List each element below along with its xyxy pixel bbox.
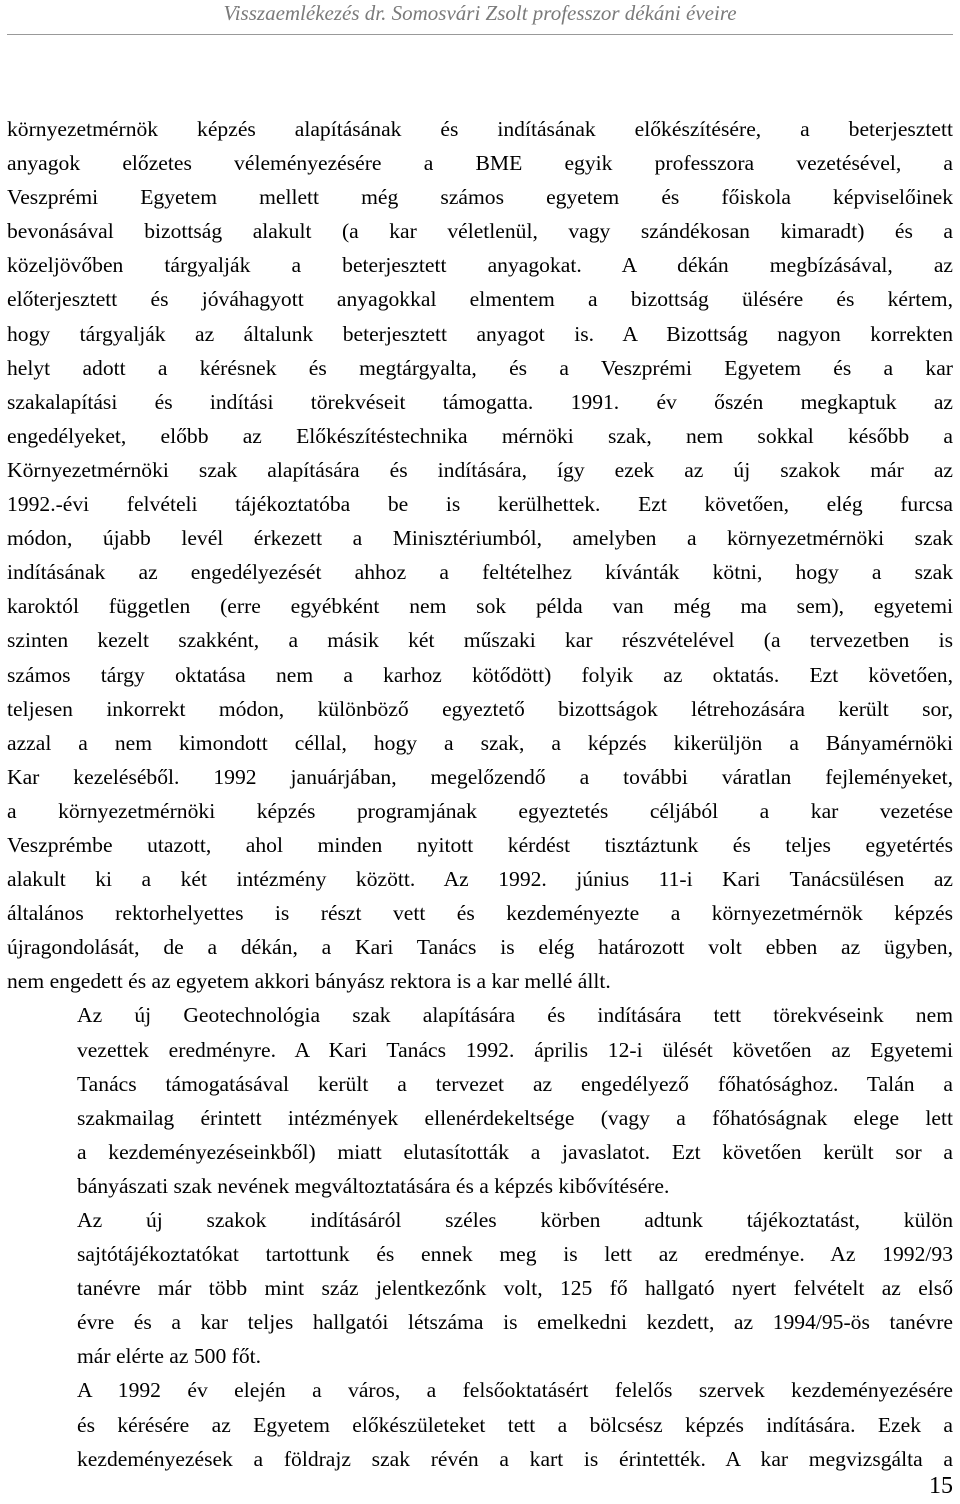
text-line: évre és a kar teljes hallgatói létszáma is emelkedni kezdett, az 1994/95-ös tanévre: [77, 1310, 953, 1335]
text-line: és kérésére az Egyetem előkészületeket tett a bölcsész képzés indítására. Ezek a: [77, 1412, 953, 1437]
text-line: szakmailag érintett intézmények ellenérdekeltsége (vagy a főhatóságnak elege lett: [77, 1105, 953, 1130]
header-divider: [7, 34, 953, 35]
paragraph-3: [7, 1203, 953, 1373]
text-line: alakult ki a két intézmény között. Az 1992. június 11-i Kari Tanácsülésen az: [7, 867, 953, 892]
text-line: a környezetmérnöki képzés programjának egyeztetés céljából a kar vezetése: [7, 798, 953, 823]
text-line: általános rektorhelyettes is részt vett és kezdeményezte a környezetmérnök képzés: [7, 901, 953, 926]
text-line: Környezetmérnöki szak alapítására és indítására, így ezek az új szakok már az: [7, 457, 953, 482]
text-line: már elérte az 500 főt.: [77, 1344, 262, 1369]
text-line: módon, újabb levél érkezett a Minisztériumból, amelyben a környezetmérnöki szak: [7, 526, 953, 551]
page-number: 15: [929, 1473, 953, 1499]
paragraph-4: [7, 1373, 953, 1475]
text-line: Az új Geotechnológia szak alapítására és indítására tett törekvéseink nem: [77, 1003, 953, 1028]
text-line: anyagok előzetes véleményezésére a BME egyik professzora vezetésével, a: [7, 151, 953, 176]
text-line: 1992.-évi felvételi tájékoztatóba be is kerülhettek. Ezt követően, elég furcsa: [7, 492, 953, 517]
text-line: azzal a nem kimondott céllal, hogy a szak, a képzés kikerüljön a Bányamérnöki: [7, 730, 953, 755]
text-line: engedélyeket, előbb az Előkészítéstechnika mérnöki szak, nem sokkal később a: [7, 423, 953, 448]
text-line: kezdeményezések a földrajz szak révén a kart is érintették. A kar megvizsgálta a: [77, 1446, 953, 1471]
text-line: karoktól független (erre egyébként nem sok példa van még ma sem), egyetemi: [7, 594, 953, 619]
body-text: [7, 112, 953, 1476]
text-line: környezetmérnök képzés alapításának és indításának előkészítésére, a beterjesztett: [7, 117, 953, 141]
text-line: Tanács támogatásával került a tervezet az engedélyező főhatósághoz. Talán a: [77, 1071, 953, 1096]
text-line: számos tárgy oktatása nem a karhoz kötődött) folyik az oktatás. Ezt követően,: [7, 662, 953, 687]
text-line: Az új szakok indításáról széles körben adtunk tájékoztatást, külön: [77, 1208, 953, 1232]
text-line: közeljövőben tárgyalják a beterjesztett anyagokat. A dékán megbízásával, az: [7, 253, 953, 278]
text-line: bevonásával bizottság alakult (a kar véletlenül, vagy szándékosan kimaradt) és a: [7, 219, 953, 244]
text-line: Veszprémi Egyetem mellett még számos egyetem és főiskola képviselőinek: [7, 185, 953, 210]
text-line: sajtótájékoztatókat tartottunk és ennek meg is lett az eredménye. Az 1992/93: [77, 1242, 953, 1267]
text-line: szinten kezelt szakként, a másik két műszaki kar részvételével (a tervezetben is: [7, 628, 953, 653]
text-line: tanévre már több mint száz jelentkezőnk volt, 125 fő hallgató nyert felvételt az első: [77, 1276, 953, 1301]
text-line: előterjesztett és jóváhagyott anyagokkal elmentem a bizottság ülésére és kértem,: [7, 287, 953, 312]
text-line: újragondolását, de a dékán, a Kari Tanács is elég határozott volt ebben az ügyben,: [7, 935, 953, 960]
text-line: A 1992 év elején a város, a felsőoktatásért felelős szervek kezdeményezésére: [77, 1378, 953, 1403]
text-line: nem engedett és az egyetem akkori bányász rektora is a kar mellé állt.: [7, 969, 611, 994]
text-line: szakalapítási és indítási törekvéseit támogatta. 1991. év őszén megkaptuk az: [7, 389, 953, 414]
text-line: Veszprémbe utazott, ahol minden nyitott kérdést tisztáztunk és teljes egyetértés: [7, 832, 953, 857]
text-line: indításának az engedélyezését ahhoz a feltételhez kívánták kötni, hogy a szak: [7, 560, 953, 585]
paragraph-1: [7, 112, 953, 998]
text-line: hogy tárgyalják az általunk beterjesztett anyagot is. A Bizottság nagyon korrekten: [7, 321, 953, 346]
text-line: helyt adott a kérésnek és megtárgyalta, és a Veszprémi Egyetem és a kar: [7, 355, 953, 380]
text-line: bányászati szak nevének megváltoztatására és a képzés kibővítésére.: [77, 1173, 670, 1198]
text-line: vezettek eredményre. A Kari Tanács 1992. április 12-i ülését követően az Egyetemi: [77, 1037, 953, 1062]
running-header: Visszaemlékezés dr. Somosvári Zsolt professzor dékáni éveire: [223, 1, 737, 25]
text-line: Kar kezeléséből. 1992 januárjában, megelőzendő a további váratlan fejleményeket,: [7, 764, 953, 789]
text-line: a kezdeményezéseinkből) miatt elutasították a javaslatot. Ezt követően került sor a: [77, 1139, 953, 1164]
text-line: teljesen inkorrekt módon, különböző egyeztető bizottságok létrehozására került sor,: [7, 696, 953, 721]
paragraph-2: [7, 998, 953, 1203]
